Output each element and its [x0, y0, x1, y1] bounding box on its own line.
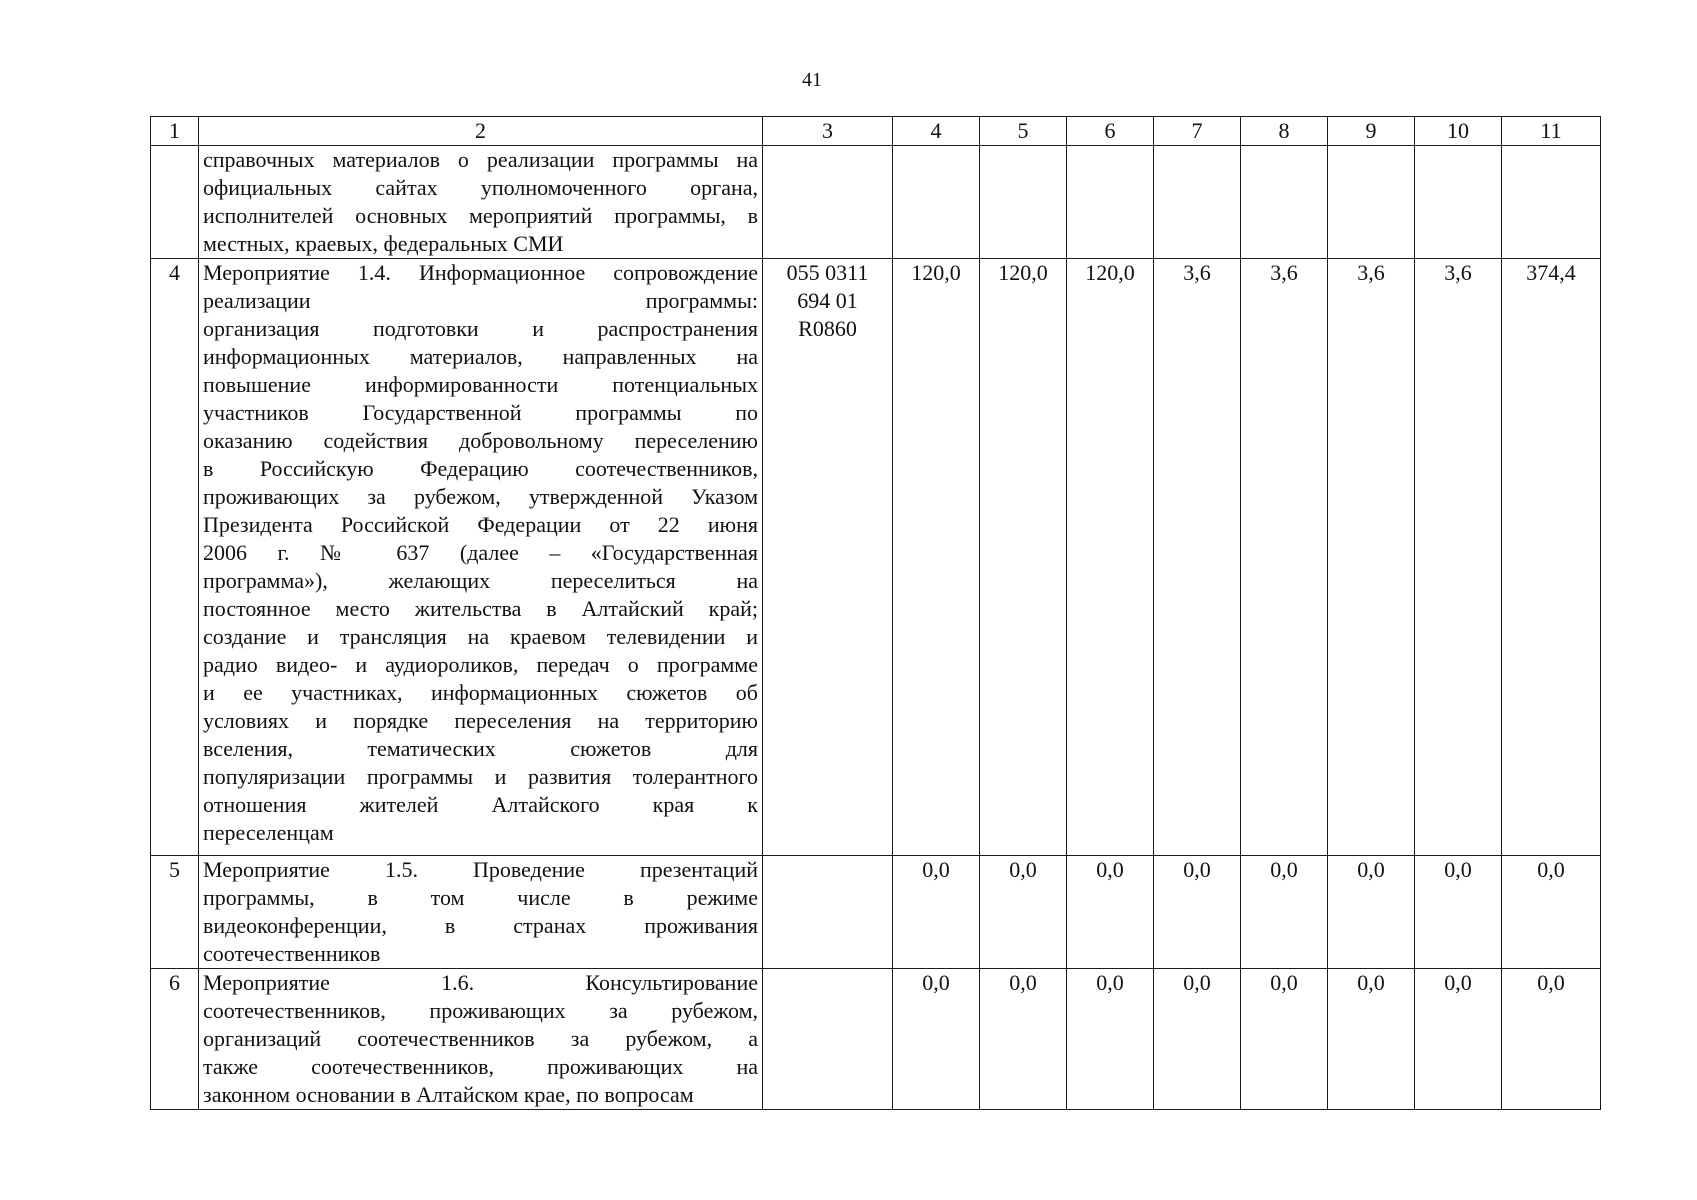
value-cell: 0,0: [1415, 856, 1502, 969]
description-cell: [199, 969, 763, 1110]
value-cell: 3,6: [1415, 259, 1502, 856]
value-cell: 0,0: [980, 856, 1067, 969]
header-cell: 7: [1154, 117, 1241, 146]
table-row: [151, 856, 1601, 969]
value-cell: [1502, 146, 1601, 259]
description-cell: [199, 259, 763, 856]
description-line: в Российскую Федерацию соотечественников,: [203, 456, 758, 481]
description-line: информационных материалов, направленных на: [203, 344, 758, 369]
description-cell: [199, 856, 763, 969]
value-cell: 0,0: [1241, 856, 1328, 969]
description-line: проживающих за рубежом, утвержденной Указом: [203, 484, 758, 509]
value-cell: [893, 146, 980, 259]
header-cell: 10: [1415, 117, 1502, 146]
description-line: реализации программы:: [203, 288, 758, 313]
budget-code-line: R0860: [798, 316, 857, 341]
description-line: организаций соотечественников за рубежом, а: [203, 1026, 758, 1051]
header-cell: 1: [151, 117, 199, 146]
description-line: также соотечественников, проживающих на: [203, 1054, 758, 1079]
description-line: Мероприятие 1.4. Информационное сопровождение: [203, 260, 758, 285]
value-cell: 374,4: [1502, 259, 1601, 856]
value-cell: [1154, 146, 1241, 259]
header-cell: 2: [199, 117, 763, 146]
description-line: создание и трансляция на краевом телевидении и: [203, 624, 758, 649]
description-line: условиях и порядке переселения на территорию: [203, 708, 758, 733]
description-line: Мероприятие 1.5. Проведение презентаций: [203, 857, 758, 882]
description-line: исполнителей основных мероприятий программы, в: [203, 203, 758, 228]
header-cell: 9: [1328, 117, 1415, 146]
header-cell: 11: [1502, 117, 1601, 146]
value-cell: 0,0: [1328, 856, 1415, 969]
description-line: вселения, тематических сюжетов для: [203, 736, 758, 761]
description-line: видеоконференции, в странах проживания: [203, 913, 758, 938]
value-cell: 120,0: [980, 259, 1067, 856]
row-number-cell: [151, 146, 199, 259]
description-line: соотечественников: [203, 941, 381, 966]
value-cell: 3,6: [1154, 259, 1241, 856]
value-cell: 0,0: [1067, 856, 1154, 969]
value-cell: 3,6: [1241, 259, 1328, 856]
description-line: 2006 г. № 637 (далее – «Государственная: [203, 540, 758, 565]
description-line: переселенцам: [203, 820, 334, 845]
description-line: постоянное место жительства в Алтайский край;: [203, 596, 758, 621]
page-number: 41: [802, 69, 822, 91]
row-number-cell: 4: [151, 259, 199, 856]
header-cell: 8: [1241, 117, 1328, 146]
row-number-cell: 6: [151, 969, 199, 1110]
header-cell: 3: [763, 117, 893, 146]
budget-code-cell: [763, 969, 893, 1110]
description-line: организация подготовки и распространения: [203, 316, 758, 341]
table-row: [151, 969, 1601, 1110]
description-line: повышение информированности потенциальных: [203, 372, 758, 397]
description-line: радио видео- и аудиороликов, передач о программе: [203, 652, 758, 677]
description-line: местных, краевых, федеральных СМИ: [203, 231, 564, 256]
value-cell: 3,6: [1328, 259, 1415, 856]
value-cell: [1415, 146, 1502, 259]
description-line: участников Государственной программы по: [203, 400, 758, 425]
description-line: официальных сайтах уполномоченного органа,: [203, 175, 758, 200]
value-cell: 0,0: [1154, 856, 1241, 969]
description-line: оказанию содействия добровольному переселению: [203, 428, 758, 453]
description-line: и ее участниках, информационных сюжетов об: [203, 680, 758, 705]
header-cell: 5: [980, 117, 1067, 146]
description-line: справочных материалов о реализации программы на: [203, 147, 758, 172]
description-line: популяризации программы и развития толерантного: [203, 764, 758, 789]
header-cell: 4: [893, 117, 980, 146]
value-cell: 120,0: [1067, 259, 1154, 856]
value-cell: 0,0: [980, 969, 1067, 1110]
value-cell: 0,0: [893, 969, 980, 1110]
description-line: отношения жителей Алтайского края к: [203, 792, 758, 817]
value-cell: [980, 146, 1067, 259]
table-header-row: [151, 117, 1601, 146]
value-cell: 0,0: [1241, 969, 1328, 1110]
value-cell: 0,0: [893, 856, 980, 969]
description-line: законном основании в Алтайском крае, по вопросам: [203, 1082, 694, 1107]
description-line: программы, в том числе в режиме: [203, 885, 758, 910]
row-number-cell: 5: [151, 856, 199, 969]
value-cell: [1067, 146, 1154, 259]
value-cell: 0,0: [1154, 969, 1241, 1110]
value-cell: 0,0: [1415, 969, 1502, 1110]
table-row: [151, 146, 1601, 259]
budget-code-line: 694 01: [797, 288, 858, 313]
description-line: программа»), желающих переселиться на: [203, 568, 758, 593]
description-line: соотечественников, проживающих за рубежом,: [203, 998, 758, 1023]
value-cell: [1241, 146, 1328, 259]
description-line: Президента Российской Федерации от 22 июня: [203, 512, 758, 537]
budget-code-cell: [763, 146, 893, 259]
budget-table: [150, 116, 1601, 1110]
description-line: Мероприятие 1.6. Консультирование: [203, 970, 758, 995]
value-cell: [1328, 146, 1415, 259]
budget-code-line: 055 0311: [786, 260, 869, 285]
value-cell: 120,0: [893, 259, 980, 856]
budget-code-cell: [763, 259, 893, 856]
value-cell: 0,0: [1067, 969, 1154, 1110]
value-cell: 0,0: [1502, 969, 1601, 1110]
table-row: [151, 259, 1601, 856]
description-cell: [199, 146, 763, 259]
budget-code-cell: [763, 856, 893, 969]
header-cell: 6: [1067, 117, 1154, 146]
value-cell: 0,0: [1328, 969, 1415, 1110]
value-cell: 0,0: [1502, 856, 1601, 969]
